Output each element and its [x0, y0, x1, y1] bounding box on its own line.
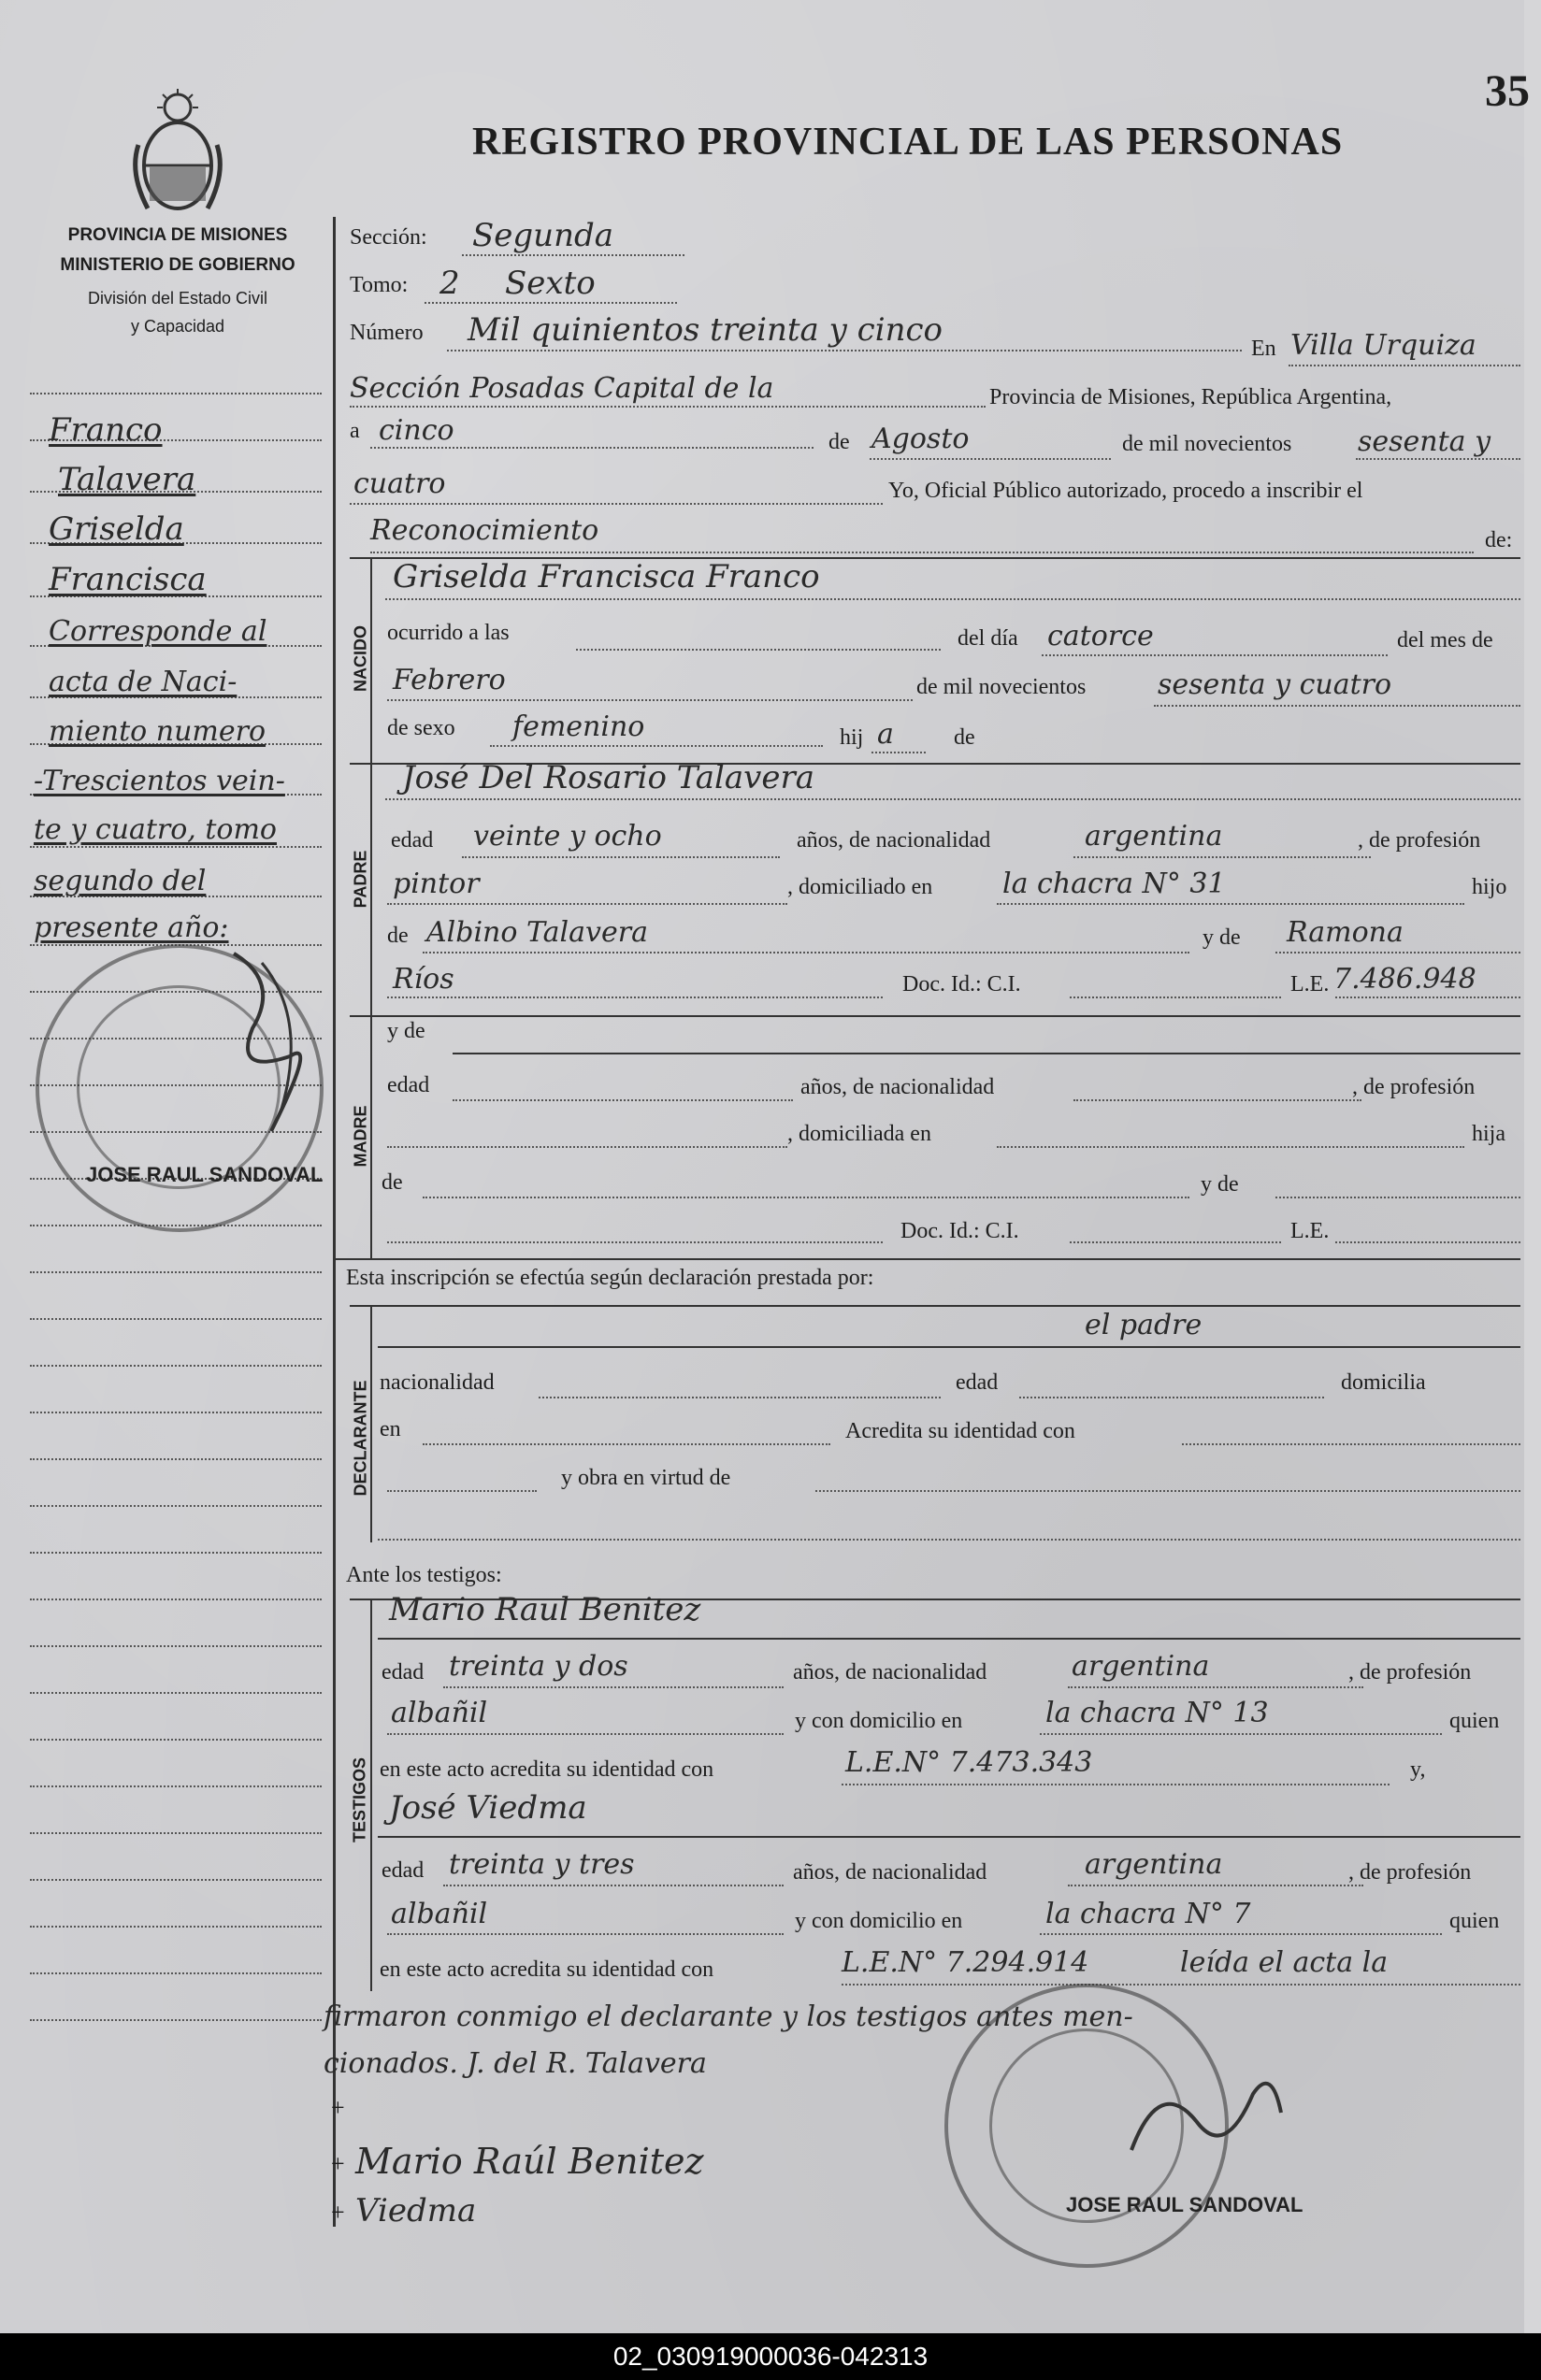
label-padre-domicilio: , domiciliado en [787, 875, 933, 899]
label-t1-acredita: en este acto acredita su identidad con [380, 1757, 714, 1782]
field-anio-1: sesenta y [1358, 425, 1491, 458]
label-t2-edad: edad [382, 1858, 425, 1883]
field-t1-nac: argentina [1072, 1650, 1210, 1683]
label-decl-acredita: Acredita su identidad con [845, 1419, 1075, 1443]
label-madre-edad: edad [387, 1073, 430, 1097]
label-padre-profesion: , de profesión [1358, 828, 1481, 853]
label-madre-profesion: , de profesión [1352, 1075, 1476, 1099]
label-decl-nacionalidad: nacionalidad [380, 1370, 495, 1395]
header-province: PROVINCIA DE MISIONES [67, 225, 288, 245]
label-decl-domicilia: domicilia [1341, 1370, 1426, 1395]
label-t2-acredita: en este acto acredita su identidad con [380, 1957, 714, 1982]
label-seccion: Sección: [350, 225, 427, 250]
field-acto: Reconocimiento [370, 514, 599, 547]
field-t2-dom: la chacra N° 7 [1045, 1898, 1251, 1930]
field-hij-suffix: a [877, 718, 894, 751]
field-t2-doc: L.E.N° 7.294.914 [842, 1946, 1089, 1979]
label-tomo: Tomo: [350, 273, 409, 297]
label-madre-anos-nac: años, de nacionalidad [800, 1075, 995, 1099]
field-tomo: Sexto [505, 265, 596, 302]
field-t2-prof: albañil [391, 1898, 488, 1930]
label-t2-profesion: , de profesión [1348, 1860, 1472, 1885]
field-nombre: Griselda Francisca Franco [393, 558, 820, 595]
field-cierre-1: leída el acta la [1180, 1946, 1389, 1979]
field-anio-2: cuatro [353, 467, 446, 500]
label-de-mil-nov-nac: de mil novecientos [916, 675, 1087, 699]
label-decl-edad: edad [956, 1370, 999, 1395]
field-numero: Mil quinientos treinta y cinco [468, 311, 943, 349]
label-ante-testigos: Ante los testigos: [346, 1563, 502, 1587]
field-padre-le: 7.486.948 [1333, 963, 1476, 996]
label-madre-y-de: y de [387, 1019, 425, 1043]
label-t1-domicilio: y con domicilio en [795, 1709, 963, 1733]
field-padre-prof: pintor [393, 867, 480, 900]
field-padre-abuelo: Albino Talavera [426, 916, 648, 949]
field-dia-nac: catorce [1047, 620, 1154, 652]
margin-note-10: segundo del [34, 865, 207, 897]
field-cierre-2: firmaron conmigo el declarante y los testigos antes men- [324, 2000, 1133, 2033]
field-t1-dom: la chacra N° 13 [1045, 1697, 1269, 1729]
field-sexo: femenino [512, 710, 645, 743]
label-t2-domicilio: y con domicilio en [795, 1909, 963, 1933]
signature-cross-1: + [331, 2094, 345, 2121]
field-t1-nombre: Mario Raul Benitez [389, 1591, 701, 1628]
label-t1-edad: edad [382, 1660, 425, 1685]
field-en-lugar: Villa Urquiza [1290, 329, 1476, 362]
stamp-name-right: JOSE RAUL SANDOVAL [1066, 2193, 1303, 2216]
label-a: a [350, 419, 360, 443]
label-padre-edad: edad [391, 828, 434, 853]
label-padre-hijo: hijo [1472, 875, 1507, 899]
section-label-testigos: TESTIGOS [350, 1757, 369, 1843]
label-padre-de: de [387, 924, 409, 948]
label-t1-anos-nac: años, de nacionalidad [793, 1660, 987, 1685]
margin-note-6: acta de Naci- [49, 666, 238, 698]
label-decl-y-obra: y obra en virtud de [561, 1466, 731, 1490]
margin-note-5: Corresponde al [49, 615, 267, 648]
signature-cross-2: + [331, 2150, 345, 2177]
label-ocurrido: ocurrido a las [387, 621, 510, 645]
field-tomo-prefix: 2 [439, 265, 460, 302]
label-madre-y-de-2: y de [1201, 1172, 1239, 1197]
field-t2-nac: argentina [1085, 1848, 1223, 1881]
label-provincia: Provincia de Misiones, República Argentina, [989, 385, 1392, 409]
field-padre-abuela-2: Ríos [393, 963, 454, 996]
field-t2-edad: treinta y tres [449, 1848, 635, 1881]
label-decl-en: en [380, 1417, 401, 1441]
label-padre-anos-nac: años, de nacionalidad [797, 828, 991, 853]
signature-testigo-1: Mario Raúl Benitez [355, 2141, 704, 2182]
label-madre-doc: Doc. Id.: C.I. [900, 1219, 1019, 1243]
field-mes: Agosto [871, 423, 970, 455]
margin-note-4: Francisca [49, 561, 207, 598]
margin-note-3: Griselda [49, 510, 184, 548]
header-ministry: MINISTERIO DE GOBIERNO [60, 255, 295, 275]
field-mes-nac: Febrero [393, 664, 506, 696]
signature-testigo-2: Viedma [355, 2192, 477, 2229]
section-label-declarante: DECLARANTE [351, 1380, 370, 1497]
field-anio-nac: sesenta y cuatro [1158, 668, 1392, 701]
signature-scribble-right [1122, 2066, 1290, 2183]
header-division-2: y Capacidad [130, 317, 225, 336]
margin-note-8: -Trescientos vein- [34, 765, 285, 797]
margin-note-9: te y cuatro, tomo [34, 813, 277, 846]
margin-note-2: Talavera [58, 461, 196, 498]
label-madre-de: de [382, 1170, 403, 1195]
label-yo-oficial: Yo, Oficial Público autorizado, procedo a inscribir el [888, 479, 1363, 503]
margin-note-11: presente año: [34, 911, 229, 944]
page-number: 35 [1485, 66, 1530, 116]
field-padre-nac: argentina [1085, 820, 1223, 853]
header-division: División del Estado Civil [87, 289, 268, 308]
signature-cross-3: + [331, 2199, 345, 2226]
label-de-mil-nov: de mil novecientos [1122, 432, 1292, 456]
field-padre-nombre: José Del Rosario Talavera [402, 759, 815, 796]
label-del-mes-de: del mes de [1397, 628, 1493, 652]
page-title: REGISTRO PROVINCIAL DE LAS PERSONAS [472, 121, 1344, 164]
label-t1-y: y, [1410, 1757, 1426, 1782]
section-label-nacido: NACIDO [351, 625, 370, 692]
label-sexo: de sexo [387, 716, 455, 740]
field-t2-nombre: José Viedma [389, 1789, 587, 1827]
field-padre-abuela-1: Ramona [1287, 916, 1404, 949]
label-numero: Número [350, 321, 424, 345]
label-madre-le: L.E. [1290, 1219, 1330, 1243]
label-de: de [828, 430, 850, 454]
field-padre-dom: la chacra N° 31 [1002, 867, 1226, 900]
section-label-padre: PADRE [351, 850, 370, 909]
coat-of-arms-icon [129, 89, 226, 224]
label-t1-quien: quien [1449, 1709, 1500, 1733]
stamp-name-left: JOSE RAUL SANDOVAL [86, 1163, 324, 1186]
margin-separator [333, 217, 336, 2227]
field-cierre-3: cionados. J. del R. Talavera [324, 2047, 707, 2080]
label-inscripcion: Esta inscripción se efectúa según declaración prestada por: [346, 1266, 874, 1290]
signature-scribble-left [224, 944, 337, 1154]
label-padre-doc: Doc. Id.: C.I. [902, 972, 1021, 996]
label-de-colon: de: [1485, 528, 1513, 552]
footer-code: 02_030919000036-042313 [0, 2333, 1541, 2380]
label-padre-y-de: y de [1203, 925, 1241, 950]
label-padre-le: L.E. [1290, 972, 1330, 996]
label-hij: hij [840, 725, 864, 750]
margin-note-7: miento numero [49, 715, 266, 748]
field-dia: cinco [379, 414, 454, 447]
label-t1-profesion: , de profesión [1348, 1660, 1472, 1685]
margin-note-1: Franco [49, 411, 163, 449]
label-madre-domicilio: , domiciliada en [787, 1122, 931, 1146]
field-padre-edad: veinte y ocho [473, 820, 662, 853]
label-en: En [1251, 337, 1276, 361]
field-t1-edad: treinta y dos [449, 1650, 628, 1683]
field-t1-doc: L.E.N° 7.473.343 [845, 1746, 1093, 1779]
label-madre-hija: hija [1472, 1122, 1505, 1146]
label-t2-anos-nac: años, de nacionalidad [793, 1860, 987, 1885]
field-declarante: el padre [1085, 1309, 1203, 1341]
label-del-dia: del día [958, 626, 1018, 651]
field-lugar-2: Sección Posadas Capital de la [350, 372, 774, 405]
field-seccion: Segunda [472, 217, 614, 254]
label-t2-quien: quien [1449, 1909, 1500, 1933]
field-t1-prof: albañil [391, 1697, 488, 1729]
label-de-hij: de [954, 725, 975, 750]
section-label-madre: MADRE [351, 1105, 370, 1168]
